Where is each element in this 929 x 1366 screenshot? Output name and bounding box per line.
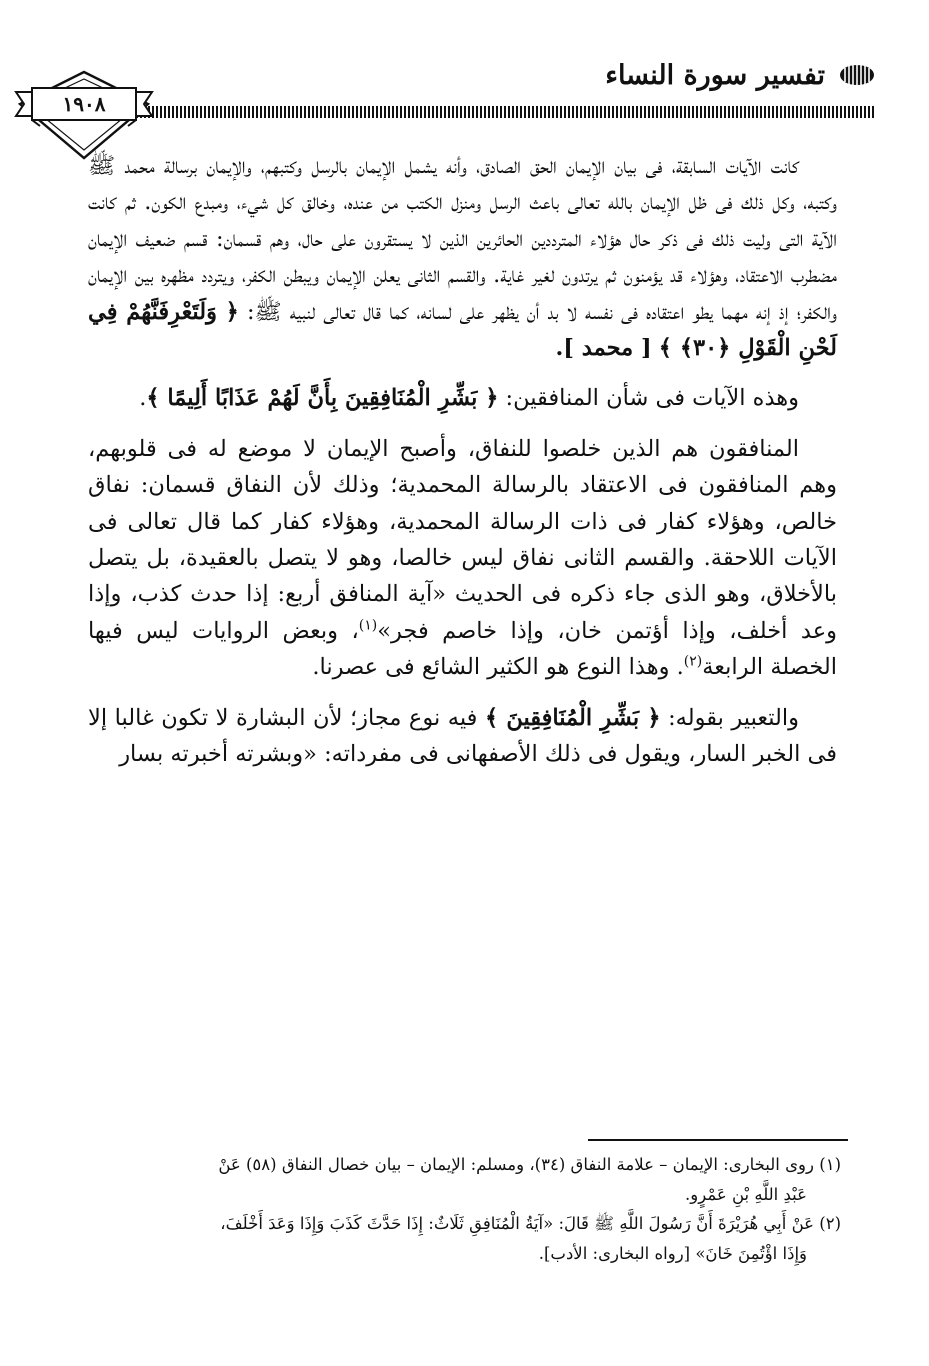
header-rule xyxy=(88,103,874,121)
paragraph-3-text-a: المنافقون هم الذين خلصوا للنفاق، وأصبح الإيمان لا موضع له فى قلوبهم، وهم المنافقون فى الاعتقاد بالرسالة المحمدية؛ وذلك لأن النفاق قسمان: نفاق خالص، وهؤلاء كفار فى ذات الرسالة المحمدية، وهؤلاء كفار كما قال تعالى فى الآيات اللاحقة. والقسم الثانى نفاق ليس خالصا، وهو لا يتصل بالعقيدة، بل يتصل بالأخلاق، وهو الذى جاء ذكره فى الحديث «آية المنافق أربع: إذا حدث كذب، وإذا وعد أخلف، وإذا أؤتمن خان، وإذا خاصم فجر» xyxy=(88,435,837,644)
footnote-marker-2[interactable]: (٢) xyxy=(683,653,703,670)
paragraph-2 xyxy=(88,380,837,416)
footnote-divider xyxy=(588,1139,848,1141)
ornament-icon xyxy=(835,62,879,88)
paragraph-3-text-b: ، وبعض الروايات ليس فيها الخصلة الرابعة xyxy=(88,617,837,681)
footnote-2-continuation: وَإِذَا اؤْتُمِنَ خَانَ» [رواه البخارى: الأدب]. xyxy=(538,1243,807,1263)
paragraph-2-end: . xyxy=(139,385,147,412)
footnote-marker-1[interactable]: (١) xyxy=(358,617,378,634)
page-number: ١٩٠٨ xyxy=(62,92,106,116)
footnote-2 xyxy=(88,1209,841,1239)
quran-verse-1: ﴿ وَلَتَعْرِفَنَّهُمْ فِي لَحْنِ الْقَوْلِ ﴿٣٠﴾ ﴾ xyxy=(88,298,837,362)
paragraph-3 xyxy=(88,431,837,686)
quran-verse-2: ﴿ بَشِّرِ الْمُنَافِقِينَ بِأَنَّ لَهُمْ عَذَابًا أَلِيمًا ﴾ xyxy=(146,385,499,412)
paragraph-1-text: كانت الآيات السابقة، فى بيان الإيمان الحق الصادق، وأنه يشمل الإيمان بالرسل وكتبهم، والإيمان برسالة محمد ﷺ وكتبه، وكل ذلك فى ظل الإيمان بالله تعالى باعث الرسل ومنزل الكتب من عنده، وخالق كل شيء، ومبدع الكون. ثم كانت الآية التى وليت ذلك فى ذكر حال هؤلاء المترددين الحائرين الذين لا يستقرون على حال، وهم قسمان: قسم ضعيف الإيمان مضطرب الاعتقاد، وهؤلاء قد يؤمنون ثم يرتدون لغير غاية. والقسم الثانى يعلن الإيمان ويبطن الكفر، ويتردد مظهره بين الإيمان والكفر؛ إذ إنه مهما يطو اعتقاده فى نفسه لا بد أن يظهر على لسانه، كما قال تعالى لنبيه ﷺ: xyxy=(88,153,837,325)
paragraph-3-text-c: . وهذا النوع هو الكثير الشائع فى عصرنا. xyxy=(312,654,684,681)
main-text xyxy=(88,148,837,773)
paragraph-4-text-a: والتعبير بقوله: xyxy=(660,704,799,731)
footnotes xyxy=(88,1150,841,1268)
footnote-1 xyxy=(88,1150,841,1180)
footnote-1-text: روى البخارى: الإيمان – علامة النفاق (٣٤)، ومسلم: الإيمان – بيان خصال النفاق (٥٨) عَنْ xyxy=(218,1155,814,1174)
paragraph-4 xyxy=(88,700,837,773)
paragraph-1 xyxy=(88,148,837,366)
paragraph-4-text-b: فيه نوع مجاز؛ لأن البشارة لا تكون غالبا إلا فى الخبر السار، ويقول فى ذلك الأصفهانى فى مفرداته: «وبشرته أخبرته بسار xyxy=(88,704,837,768)
running-header-title: تفسير سورة النساء xyxy=(605,60,825,91)
quran-verse-3: ﴿ بَشِّرِ الْمُنَافِقِينَ ﴾ xyxy=(484,704,661,731)
footnote-2-text: عَنْ أَبِي هُرَيْرَةَ أَنَّ رَسُولَ اللَّهِ ﷺ قَالَ: «آيَةُ الْمُنَافِقِ ثَلَاثٌ: إِذَا حَدَّثَ كَذَبَ وَإِذَا وَعَدَ أَخْلَفَ، xyxy=(220,1214,814,1233)
surah-reference: [ محمد ]. xyxy=(555,335,652,362)
paragraph-2-text: وهذه الآيات فى شأن المنافقين: xyxy=(498,385,799,412)
footnote-1-continuation: عَبْدِ اللَّهِ بْنِ عَمْرٍو. xyxy=(685,1184,807,1204)
footnote-1-number: (١) xyxy=(819,1155,841,1174)
footnote-2-number: (٢) xyxy=(819,1214,841,1233)
